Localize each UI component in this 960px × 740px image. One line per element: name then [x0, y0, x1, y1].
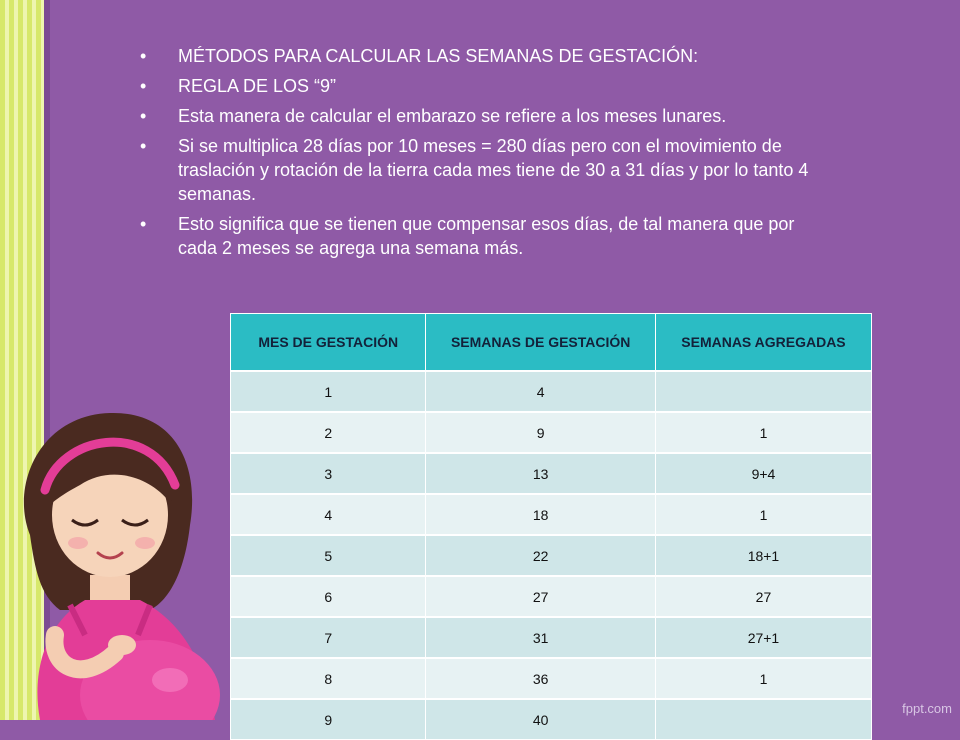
table-cell: 1	[655, 412, 871, 453]
table-cell: 5	[231, 535, 426, 576]
bullet-dot: •	[140, 136, 147, 156]
header-semanas-agregadas: SEMANAS AGREGADAS	[655, 314, 871, 372]
bullet-text: Si se multiplica 28 días por 10 meses = 280 días pero con el movimiento de traslación y rotación de la tierra cada mes tiene de 30 a 31 días y por lo tanto 4 semanas.	[178, 136, 809, 204]
pregnant-girl-illustration	[0, 395, 230, 720]
bullet-item	[140, 74, 820, 98]
bullet-dot: •	[140, 214, 147, 234]
table-cell: 27	[426, 576, 656, 617]
table-cell: 1	[655, 658, 871, 699]
table-body	[231, 371, 872, 740]
table-cell: 4	[426, 371, 656, 412]
table-row	[231, 658, 872, 699]
table-cell: 18	[426, 494, 656, 535]
table-row	[231, 453, 872, 494]
bullet-text: REGLA DE LOS “9”	[178, 76, 337, 96]
bullet-dot: •	[140, 76, 147, 96]
table-cell: 13	[426, 453, 656, 494]
table-cell: 2	[231, 412, 426, 453]
table-row	[231, 617, 872, 658]
table-header-row	[231, 314, 872, 372]
bullet-text: Esto significa que se tienen que compensar esos días, de tal manera que por cada 2 meses se agrega una semana más.	[178, 214, 795, 258]
table-cell: 27+1	[655, 617, 871, 658]
table-cell: 36	[426, 658, 656, 699]
table-cell: 40	[426, 699, 656, 740]
bullet-item	[140, 44, 820, 68]
table-cell	[655, 699, 871, 740]
table-cell: 22	[426, 535, 656, 576]
table-row	[231, 699, 872, 740]
header-semanas-gestacion: SEMANAS DE GESTACIÓN	[426, 314, 656, 372]
table-cell: 9	[426, 412, 656, 453]
table-row	[231, 371, 872, 412]
gestation-table-container	[230, 313, 872, 740]
table-cell: 1	[655, 494, 871, 535]
bullet-dot: •	[140, 106, 147, 126]
header-mes-gestacion: MES DE GESTACIÓN	[231, 314, 426, 372]
table-cell: 9+4	[655, 453, 871, 494]
watermark: fppt.com	[902, 701, 952, 716]
table-cell: 7	[231, 617, 426, 658]
table-row	[231, 412, 872, 453]
table-cell: 31	[426, 617, 656, 658]
bullet-item	[140, 134, 820, 206]
bullet-text: MÉTODOS PARA CALCULAR LAS SEMANAS DE GESTACIÓN:	[178, 46, 699, 66]
table-cell: 27	[655, 576, 871, 617]
table-row	[231, 576, 872, 617]
bullet-dot: •	[140, 46, 147, 66]
bullet-item	[140, 104, 820, 128]
table-row	[231, 494, 872, 535]
bullet-item	[140, 212, 820, 260]
table-cell: 6	[231, 576, 426, 617]
bullet-text: Esta manera de calcular el embarazo se refiere a los meses lunares.	[178, 106, 727, 126]
table-cell: 3	[231, 453, 426, 494]
table-cell: 18+1	[655, 535, 871, 576]
table-cell: 1	[231, 371, 426, 412]
table-cell: 4	[231, 494, 426, 535]
table-row	[231, 535, 872, 576]
bullet-list	[140, 44, 820, 266]
table-cell: 8	[231, 658, 426, 699]
gestation-table	[230, 313, 872, 740]
table-cell: 9	[231, 699, 426, 740]
table-cell	[655, 371, 871, 412]
